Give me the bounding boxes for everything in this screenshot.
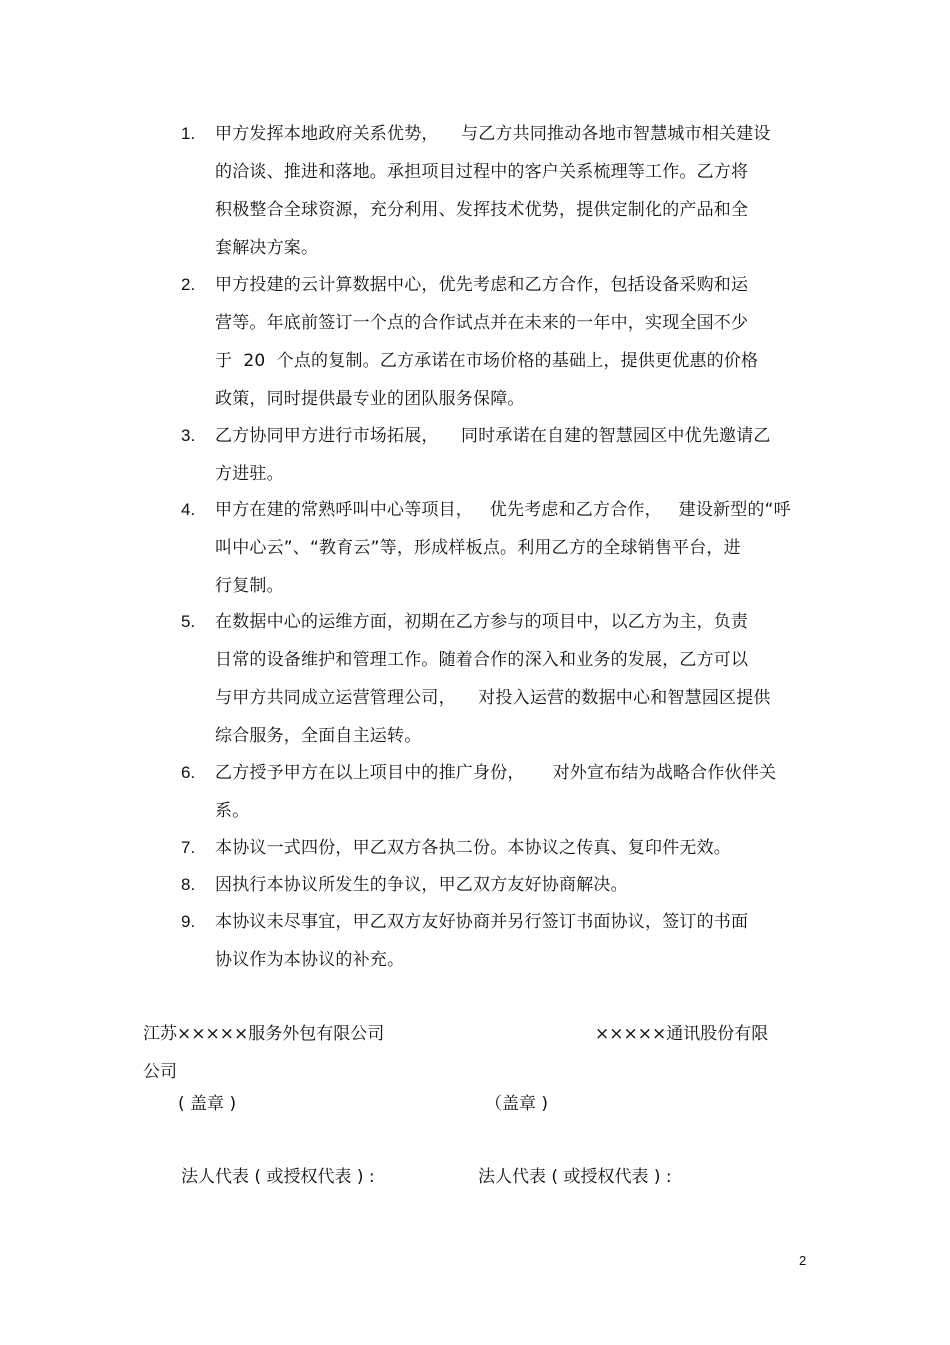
clause-line: 甲方投建的云计算数据中心，优先考虑和乙方合作，包括设备采购和运 — [215, 275, 749, 295]
clause-line: 于 20 个点的复制。乙方承诺在市场价格的基础上，提供更优惠的价格 — [215, 351, 759, 371]
clause-line: 乙方授予甲方在以上项目中的推广身份， 对外宣布结为战略合作伙伴关 — [215, 763, 777, 783]
clause-number: 5. — [181, 612, 196, 631]
clause-number: 9. — [181, 912, 196, 931]
clause-line: 叫中心云”、“教育云”等，形成样板点。利用乙方的全球销售平台，进 — [215, 538, 741, 558]
clause-line: 因执行本协议所发生的争议，甲乙双方友好协商解决。 — [215, 875, 628, 895]
clause-line: 的洽谈、推进和落地。承担项目过程中的客户关系梳理等工作。乙方将 — [215, 162, 749, 182]
clause-line: 在数据中心的运维方面，初期在乙方参与的项目中，以乙方为主，负责 — [215, 612, 749, 632]
clause-line: 综合服务，全面自主运转。 — [215, 726, 422, 746]
clause-line: 积极整合全球资源，充分利用、发挥技术优势，提供定制化的产品和全 — [215, 200, 749, 220]
clause-line: 本协议未尽事宜，甲乙双方友好协商并另行签订书面协议，签订的书面 — [215, 912, 749, 932]
clause-line: 协议作为本协议的补充。 — [215, 950, 405, 970]
clause-number: 4. — [181, 500, 196, 519]
clause-number: 1. — [181, 124, 196, 143]
party-a-name: 江苏×××××服务外包有限公司 — [143, 1024, 385, 1044]
party-b-representative: 法人代表 ( 或授权代表 ) : — [478, 1167, 672, 1187]
clause-line: 本协议一式四份，甲乙双方各执二份。本协议之传真、复印件无效。 — [215, 838, 731, 858]
clause-line: 日常的设备维护和管理工作。随着合作的深入和业务的发展，乙方可以 — [215, 650, 749, 670]
clause-number: 6. — [181, 763, 196, 782]
clause-line: 套解决方案。 — [215, 238, 319, 258]
clause-line: 甲方发挥本地政府关系优势， 与乙方共同推动各地市智慧城市相关建设 — [215, 124, 771, 144]
clause-line: 营等。年底前签订一个点的合作试点并在未来的一年中，实现全国不少 — [215, 313, 749, 333]
clause-line: 乙方协同甲方进行市场拓展， 同时承诺在自建的智慧园区中优先邀请乙 — [215, 426, 771, 446]
party-a-seal: ( 盖章 ) — [178, 1094, 237, 1114]
clause-line: 行复制。 — [215, 576, 284, 596]
party-b-seal: （盖章 ) — [485, 1094, 549, 1114]
party-b-name: ×××××通讯股份有限 — [595, 1024, 769, 1044]
party-a-representative: 法人代表 ( 或授权代表 ) : — [181, 1167, 375, 1187]
clause-line: 甲方在建的常熟呼叫中心等项目， 优先考虑和乙方合作， 建设新型的“呼 — [215, 500, 791, 520]
party-b-name-continued: 公司 — [143, 1062, 177, 1082]
clause-number: 3. — [181, 426, 196, 445]
clause-number: 8. — [181, 875, 196, 894]
clause-number: 7. — [181, 838, 196, 857]
clause-line: 与甲方共同成立运营管理公司， 对投入运营的数据中心和智慧园区提供 — [215, 688, 771, 708]
page-number: 2 — [799, 1253, 807, 1268]
clause-line: 系。 — [215, 801, 250, 821]
clause-line: 方进驻。 — [215, 464, 284, 484]
clause-line: 政策，同时提供最专业的团队服务保障。 — [215, 389, 525, 409]
clause-number: 2. — [181, 275, 196, 294]
